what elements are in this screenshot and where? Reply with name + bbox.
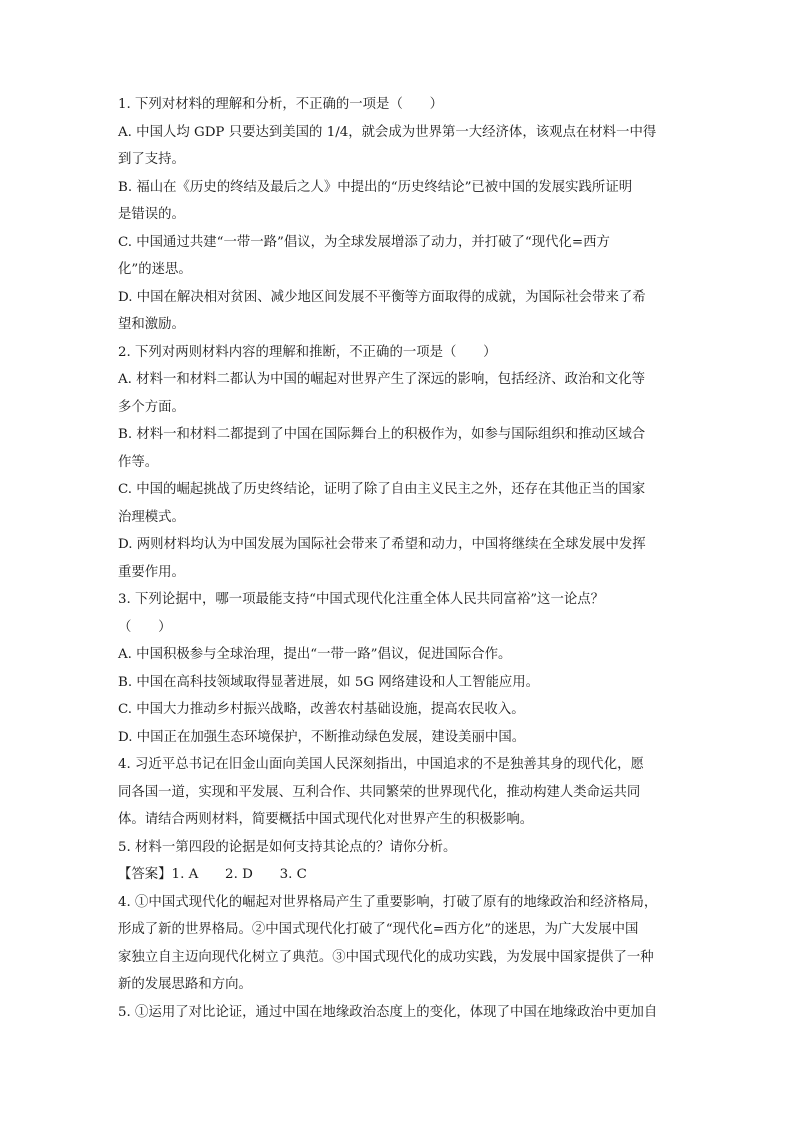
text-line: 5. 材料一第四段的论据是如何支持其论点的？请你分析。 [118, 839, 457, 855]
text-line: 4. ①中国式现代化的崛起对世界格局产生了重要影响，打破了原有的地缘政治和经济格局， [118, 894, 658, 910]
text-line: D. 两则材料均认为中国发展为国际社会带来了希望和动力，中国将继续在全球发展中发挥 [118, 537, 646, 552]
text-line: 同各国一道，实现和平发展、互利合作、共同繁荣的世界现代化，推动构建人类命运共同 [118, 784, 641, 800]
text-line: 1. 下列对材料的理解和分析，不正确的一项是（ ） [118, 97, 444, 112]
text-line: 形成了新的世界格局。②中国式现代化打破了“现代化=西方化”的迷思，为广大发展中国 [118, 922, 639, 937]
text-line: B. 福山在《历史的终结及最后之人》中提出的“历史终结论”已被中国的发展实践所证明 [118, 179, 633, 195]
text-line: 作等。 [118, 454, 159, 470]
text-line: 治理模式。 [118, 509, 185, 525]
text-line: 【答案】1. A 2. D 3. C [118, 867, 307, 882]
document-page [118, 91, 680, 1026]
text-line: 化”的迷思。 [118, 262, 192, 277]
text-line: 到了支持。 [118, 152, 185, 167]
text-line: 4. 习近平总书记在旧金山面向美国人民深刻指出，中国追求的不是独善其身的现代化，愿 [118, 757, 644, 772]
text-line: B. 材料一和材料二都提到了中国在国际舞台上的积极作为，如参与国际组织和推动区域合 [118, 427, 646, 442]
text-body [118, 91, 680, 1026]
text-line: A. 材料一和材料二都认为中国的崛起对世界产生了深远的影响，包括经济、政治和文化等 [118, 372, 646, 387]
text-line: （ ） [118, 619, 172, 635]
text-line: 2. 下列对两则材料内容的理解和推断，不正确的一项是（ ） [118, 344, 497, 360]
text-line: 是错误的。 [118, 207, 185, 222]
text-line: C. 中国大力推动乡村振兴战略，改善农村基础设施，提高农民收入。 [118, 702, 525, 717]
text-line: D. 中国正在加强生态环境保护，不断推动绿色发展，建设美丽中国。 [118, 729, 526, 745]
text-line: 重要作用。 [118, 564, 185, 580]
text-line: C. 中国的崛起挑战了历史终结论，证明了除了自由主义民主之外，还存在其他正当的国家 [118, 482, 646, 497]
text-line: 5. ①运用了对比论证，通过中国在地缘政治态度上的变化，体现了中国在地缘政治中更加自 [118, 1004, 658, 1020]
text-line: 新的发展思路和方向。 [118, 977, 252, 992]
text-line: A. 中国积极参与全球治理，提出“一带一路”倡议，促进国际合作。 [118, 647, 512, 662]
text-line: C. 中国通过共建“一带一路”倡议，为全球发展增添了动力，并打破了“现代化=西方 [118, 234, 610, 250]
text-line: 3. 下列论据中，哪一项最能支持“中国式现代化注重全体人民共同富裕”这一论点？ [118, 592, 605, 607]
text-line: 望和激励。 [118, 317, 185, 332]
text-line: 家独立自主迈向现代化树立了典范。③中国式现代化的成功实践，为发展中国家提供了一种 [118, 949, 654, 965]
text-line: 多个方面。 [118, 399, 185, 415]
text-line: D. 中国在解决相对贫困、减少地区间发展不平衡等方面取得的成就，为国际社会带来了希 [118, 289, 646, 305]
text-line: B. 中国在高科技领域取得显著进展，如 5G 网络建设和人工智能应用。 [118, 674, 540, 690]
text-line: A. 中国人均 GDP 只要达到美国的 1/4，就会成为世界第一大经济体，该观点在材料一中得 [118, 124, 657, 140]
text-line: 体。请结合两则材料，简要概括中国式现代化对世界产生的积极影响。 [118, 812, 534, 827]
